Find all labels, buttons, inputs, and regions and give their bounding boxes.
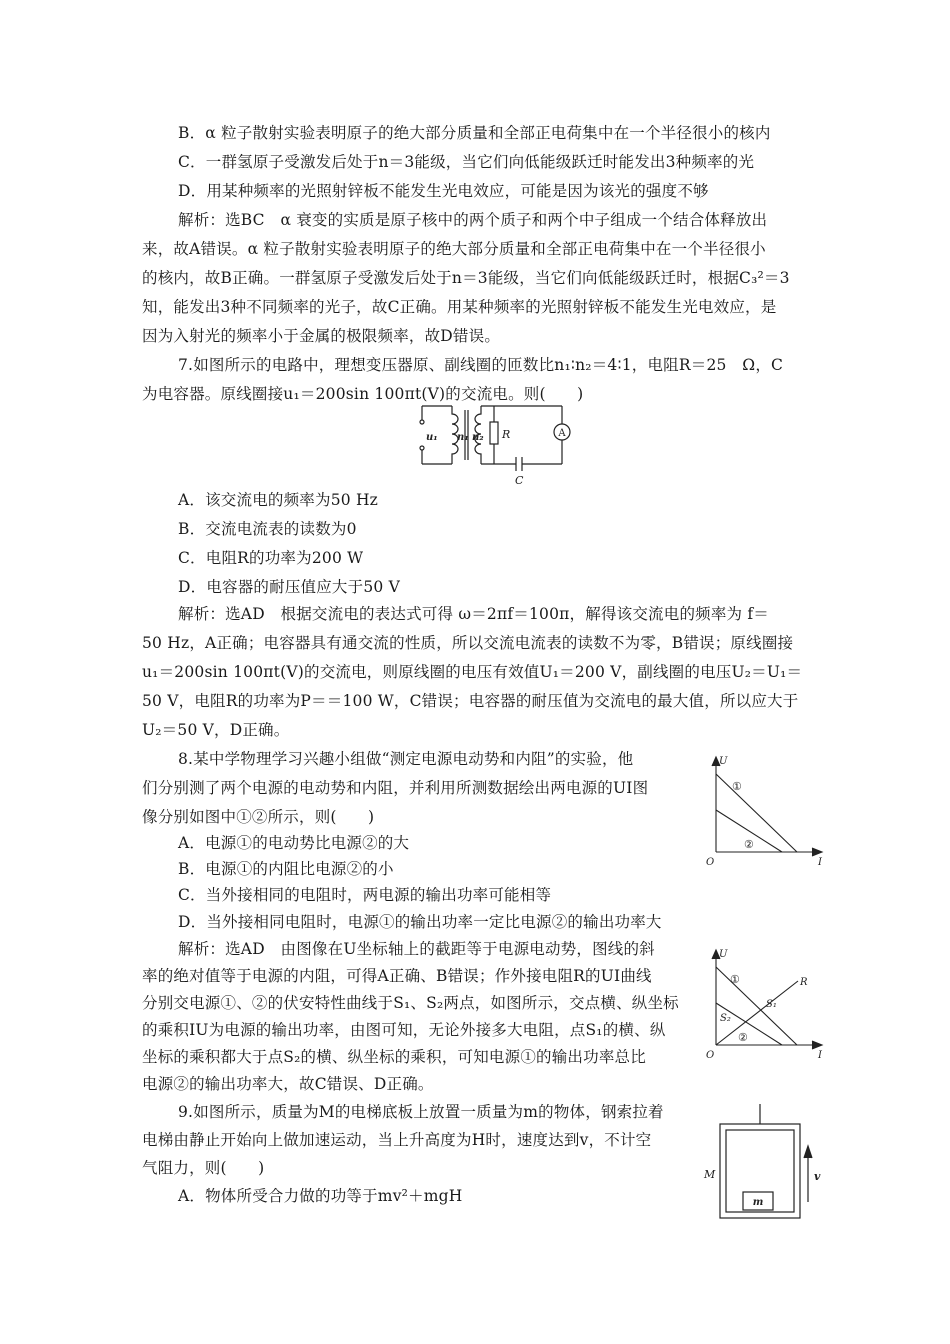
q6-option-b: B．α 粒子散射实验表明原子的绝大部分质量和全部正电荷集中在一个半径很小的核内	[178, 124, 771, 142]
q7-stem-line: 为电容器。原线圈接u₁＝200sin 100πt(V)的交流电。则( )	[142, 385, 584, 403]
q8-solution-line: 分别交电源①、②的伏安特性曲线于S₁、S₂两点，如图所示，交点横、纵坐标	[142, 994, 679, 1012]
q7-stem-line: 7.如图所示的电路中，理想变压器原、副线圈的匝数比n₁∶n₂＝4∶1，电阻R＝25 Ω，C	[178, 356, 784, 374]
graph1-origin-label: O	[706, 857, 715, 868]
q6-solution-line: 知，能发出3种不同频率的光子，故C正确。用某种频率的光照射锌板不能发生光电效应，是	[142, 298, 777, 316]
graph1-i-axis-label: I	[818, 857, 822, 868]
q6-solution-line: 来，故A错误。α 粒子散射实验表明原子的绝大部分质量和全部正电荷集中在一个半径很小	[142, 240, 766, 258]
q8-option-c: C．当外接相同的电阻时，两电源的输出功率可能相等	[178, 886, 552, 904]
q7-solution-line: 解析：选AD 根据交流电的表达式可得 ω＝2πf＝100π，解得该交流电的频率为 f＝	[178, 605, 770, 623]
q9-stem-line: 电梯由静止开始向上做加速运动，当上升高度为H时，速度达到v，不计空	[142, 1131, 652, 1149]
q8-stem-line: 像分别如图中①②所示，则( )	[142, 808, 375, 826]
q8-solution-line: 的乘积IU为电源的输出功率，由图可知，无论外接多大电阻，点S₁的横、纵	[142, 1021, 666, 1039]
q7-circuit-figure	[412, 402, 572, 488]
q6-solution-line: 的核内，故B正确。一群氢原子受激发后处于n＝3能级，当它们向低能级跃迁时，根据C₃²＝3	[142, 269, 790, 287]
graph2-curve2-label: ②	[738, 1031, 748, 1044]
q8-solution-line: 率的绝对值等于电源的内阻，可得A正确、B错误；作外接电阻R的UI曲线	[142, 967, 652, 985]
q7-solution-line: U₂＝50 V，D正确。	[142, 721, 290, 739]
q6-solution-line: 因为入射光的频率小于金属的极限频率，故D错误。	[142, 327, 501, 345]
q9-option-a: A．物体所受合力做的功等于mv²＋mgH	[178, 1187, 463, 1205]
r-label: R	[502, 428, 511, 441]
q8-solution-line: 解析：选AD 由图像在U坐标轴上的截距等于电源电动势，图线的斜	[178, 940, 655, 958]
velocity-label: v	[814, 1170, 821, 1183]
graph2-s2-label: S₂	[720, 1013, 731, 1024]
graph2-curve1-label: ①	[730, 973, 740, 986]
graph2-i-axis-label: I	[818, 1050, 822, 1061]
q8-stem-line: 8.某中学物理学习兴趣小组做“测定电源电动势和内阻”的实验，他	[178, 750, 634, 768]
elevator-mass-label: M	[704, 1168, 716, 1181]
q8-solution-line: 坐标的乘积都大于点S₂的横、纵坐标的乘积，可知电源①的输出功率总比	[142, 1048, 646, 1066]
q8-option-a: A．电源①的电动势比电源②的大	[178, 834, 410, 852]
q8-stem-line: 们分别测了两个电源的电动势和内阻，并利用所测数据绘出两电源的UI图	[142, 779, 649, 797]
ammeter-label: A	[558, 428, 566, 439]
graph2-origin-label: O	[706, 1050, 715, 1061]
q7-solution-line: 50 V，电阻R的功率为P＝＝100 W，C错误；电容器的耐压值为交流电的最大值，所以应大于	[142, 692, 799, 710]
q7-option-c: C．电阻R的功率为200 W	[178, 549, 364, 567]
q8-solution-line: 电源②的输出功率大，故C错误、D正确。	[142, 1075, 434, 1093]
q6-option-c: C．一群氢原子受激发后处于n＝3能级，当它们向低能级跃迁时能发出3种频率的光	[178, 153, 755, 171]
n2-label: n₂	[472, 432, 484, 443]
q9-stem-line: 气阻力，则( )	[142, 1159, 265, 1177]
u1-label: u₁	[426, 432, 438, 443]
q6-solution-line: 解析：选BC α 衰变的实质是原子核中的两个质子和两个中子组成一个结合体释放出	[178, 211, 768, 229]
graph1-curve2-label: ②	[744, 838, 754, 851]
object-mass-label: m	[752, 1197, 764, 1208]
q8-ui-graph-with-resistor-line	[702, 945, 832, 1063]
graph1-u-axis-label: U	[719, 756, 728, 767]
c-label: C	[515, 474, 524, 487]
graph1-curve1-label: ①	[732, 780, 742, 793]
n1-label: n₁	[457, 432, 469, 443]
q8-option-b: B．电源①的内阻比电源②的小	[178, 860, 394, 878]
q8-option-d: D．当外接相同电阻时，电源①的输出功率一定比电源②的输出功率大	[178, 913, 662, 931]
q7-option-b: B．交流电流表的读数为0	[178, 520, 357, 538]
q7-solution-line: 50 Hz，A正确；电容器具有通交流的性质，所以交流电流表的读数不为零，B错误；原线圈接	[142, 634, 794, 652]
q7-option-d: D．电容器的耐压值应大于50 V	[178, 578, 400, 596]
graph2-s1-label: S₁	[766, 999, 777, 1010]
q6-option-d: D．用某种频率的光照射锌板不能发生光电效应，可能是因为该光的强度不够	[178, 182, 709, 200]
q7-option-a: A．该交流电的频率为50 Hz	[178, 491, 379, 509]
graph2-resistor-label: R	[800, 977, 808, 988]
q9-elevator-figure	[700, 1102, 830, 1222]
q9-stem-line: 9.如图所示，质量为M的电梯底板上放置一质量为m的物体，钢索拉着	[178, 1103, 664, 1121]
q7-solution-line: u₁＝200sin 100πt(V)的交流电，则原线圈的电压有效值U₁＝200 V，副线圈的电压U₂＝U₁＝	[142, 663, 803, 681]
graph2-u-axis-label: U	[719, 949, 728, 960]
q8-ui-graph	[702, 752, 832, 870]
